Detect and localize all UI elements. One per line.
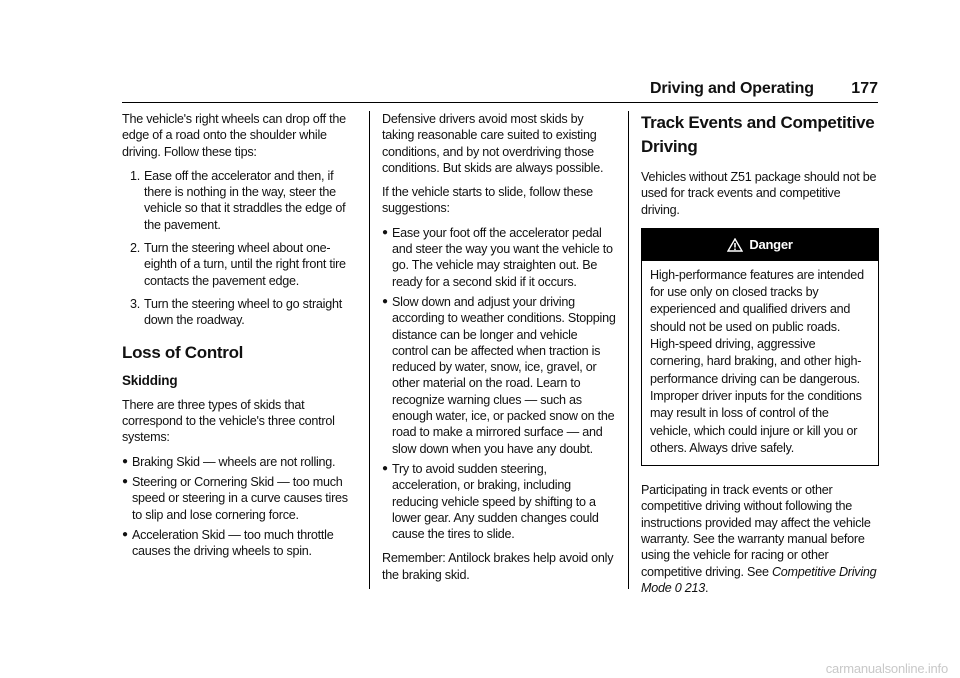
step-number: 2. xyxy=(129,241,140,256)
column-1 xyxy=(122,111,356,564)
list-item xyxy=(382,294,616,457)
paragraph: If the vehicle starts to slide, follow these suggestions: xyxy=(382,185,593,216)
list-item-text: Slow down and adjust your driving according to weather conditions. Stopping distance can be longer and vehicle control can be affected when traction is reduced by water, snow, ice, gravel, or other material on the road. Learn to recognize warning clues — such as enough water, ice, or packed snow on the road to make a mirrored surface — and slow down when you have any doubt. xyxy=(392,294,616,456)
step-text: Turn the steering wheel about one-eighth of a turn, until the right front tire contacts the pavement edge. xyxy=(144,241,346,288)
cross-reference-link[interactable]: Competitive Driving Mode xyxy=(641,564,877,595)
column-divider xyxy=(369,111,370,589)
section-title: Driving and Operating xyxy=(650,80,814,97)
paragraph: Defensive drivers avoid most skids by taking reasonable care suited to existing conditions, and by not overdriving those conditions. But skids are always possible. xyxy=(382,112,604,175)
sentence-end: . xyxy=(705,580,709,595)
bullet-icon: ● xyxy=(382,462,388,474)
track-events-heading: Track Events and Competitive Driving xyxy=(641,113,875,156)
list-item-text: Steering or Cornering Skid — too much speed or steering in a curve causes tires to slip and lose cornering force. xyxy=(132,475,348,522)
bullet-icon: ● xyxy=(122,476,128,488)
list-item xyxy=(122,454,356,470)
list-item-text: Try to avoid sudden steering, acceleration, or braking, including reducing vehicle speed by shifting to a lower gear. Any sudden changes could cause the tires to slide. xyxy=(392,461,599,542)
step-number: 1. xyxy=(129,168,140,183)
list-item-text: Ease your foot off the accelerator pedal and steer the way you want the vehicle to go. The vehicle may straighten out. Be ready for a second skid if it occurs. xyxy=(392,225,613,289)
loss-of-control-heading: Loss of Control xyxy=(122,342,244,362)
cross-reference-page[interactable]: 213 xyxy=(684,580,706,595)
step-item xyxy=(122,240,356,289)
list-item-text: Braking Skid — wheels are not rolling. xyxy=(132,454,336,469)
column-3 xyxy=(641,111,879,604)
danger-text: High-performance features are intended for use only on closed tracks by experienced and qualified drivers and should not be used on public roads. High-speed driving, aggressive cornering, hard braking, and other high-performance driving can be dangerous. Improper driver inputs for the conditions may result in loss of control of the vehicle, which could injure or kill you or others. Always drive safely. xyxy=(650,267,864,455)
list-item-text: Acceleration Skid — too much throttle causes the driving wheels to spin. xyxy=(132,527,334,559)
step-text: Ease off the accelerator and then, if there is nothing in the way, steer the vehicle so that it straddles the edge of the pavement. xyxy=(144,168,346,232)
paragraph: Vehicles without Z51 package should not be used for track events and competitive driving. xyxy=(641,170,877,217)
header-rule xyxy=(122,102,878,103)
list-item xyxy=(122,474,356,523)
step-number: 3. xyxy=(129,296,140,311)
list-item xyxy=(382,461,616,542)
skid-intro-paragraph: There are three types of skids that correspond to the vehicle's three control systems: xyxy=(122,397,335,445)
skidding-subheading: Skidding xyxy=(122,372,178,388)
warning-triangle-icon xyxy=(727,238,743,252)
paragraph-text: Participating in track events or other competitive driving without following the instructions provided may affect the vehicle warranty. See the warranty manual before using the vehicle for racing or other competitive driving. See xyxy=(641,483,871,579)
step-item xyxy=(122,296,356,329)
danger-box xyxy=(641,228,879,466)
bullet-icon: ● xyxy=(382,226,388,238)
column-divider xyxy=(628,111,629,589)
bullet-icon: ● xyxy=(122,455,128,467)
paragraph: Remember: Antilock brakes help avoid only the braking skid. xyxy=(382,551,614,582)
page-number: 177 xyxy=(851,80,878,97)
watermark: carmanualsonline.info xyxy=(825,661,948,676)
paragraph xyxy=(641,482,879,596)
bullet-icon: ● xyxy=(382,295,388,307)
list-item xyxy=(382,225,616,290)
list-item xyxy=(122,527,356,560)
danger-header xyxy=(642,229,878,261)
bullet-icon: ● xyxy=(122,528,128,540)
danger-label: Danger xyxy=(749,236,793,252)
page-header xyxy=(650,80,878,104)
step-item xyxy=(122,168,356,233)
intro-paragraph: The vehicle's right wheels can drop off the edge of a road onto the shoulder while driving. Follow these tips: xyxy=(122,112,346,159)
page-reference-arrow-icon: 0 xyxy=(674,580,682,595)
step-text: Turn the steering wheel to go straight down the roadway. xyxy=(144,296,342,328)
column-2 xyxy=(382,111,616,591)
